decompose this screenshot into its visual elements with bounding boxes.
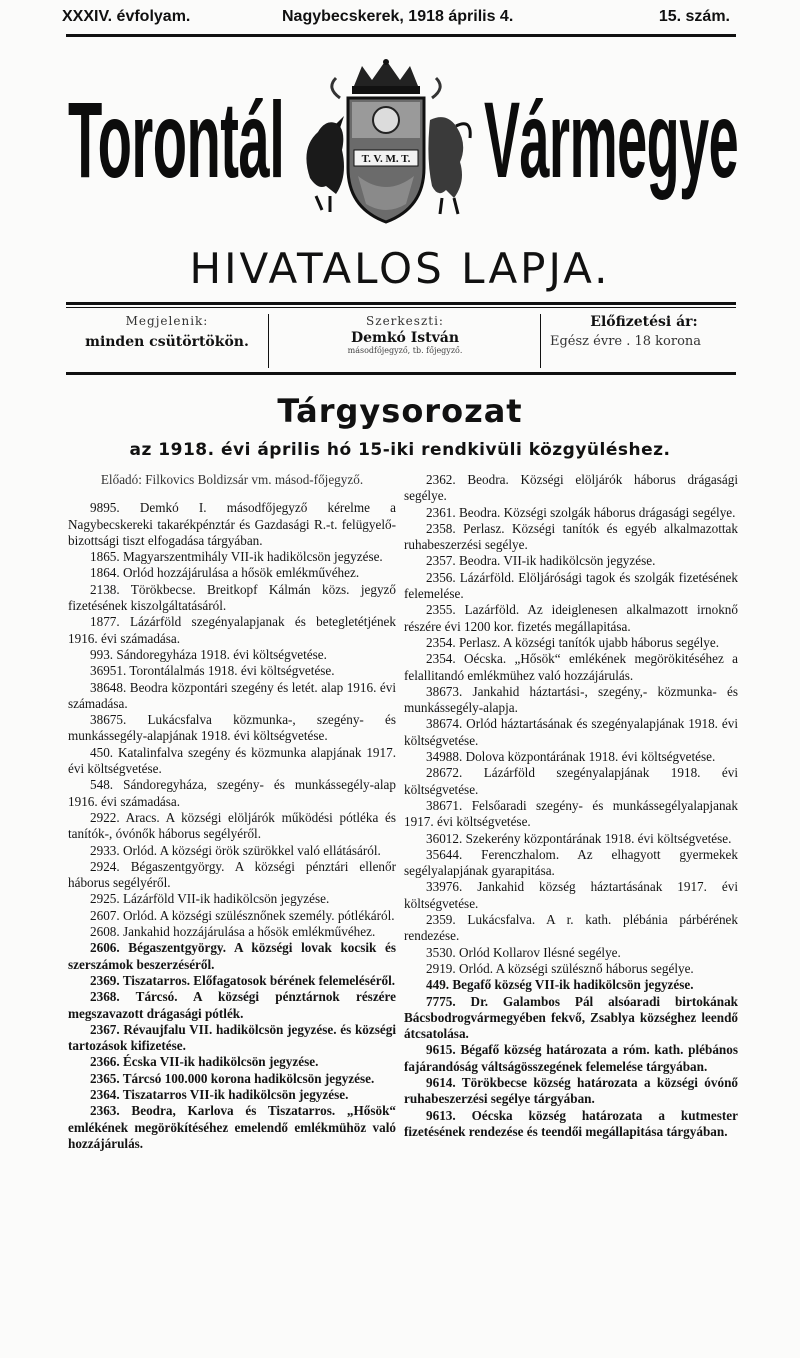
masthead-title-right: Vármegye [484,79,739,200]
header-bottom-rule [66,372,736,375]
info-divider [268,314,269,368]
agenda-item: 2358. Perlasz. Községi tanítók és egyéb alkalmazottak ruhabeszerzési segélye. [404,520,738,553]
agenda-item: 38648. Beodra központári szegény és letét. alap 1916. évi számadása. [68,679,396,711]
agenda-item: 9895. Demkó I. másodfőjegyző kérelme a Nagybecskereki takarékpénztár és Gazdasági R.-t. felügyelő-bizottsági tiszt elfogadása tárgyában. [68,500,396,548]
svg-text:T. V. M. T.: T. V. M. T. [361,153,411,165]
subscription-label: Előfizetési ár: [590,314,698,330]
masthead-title-left: Torontál [68,79,285,200]
county-crest-icon [296,58,476,230]
agenda-item: 2924. Bégaszentgyörgy. A községi pénztári ellenőr háborus segélyéről. [68,858,396,891]
agenda-item: 2355. Lazárföld. Az ideiglenesen alkalmazott irnoknő részére évi 1200 kor. fizetés megállapitása. [404,602,738,634]
agenda-item: 2357. Beodra. VII-ik hadikölcsön jegyzése. [426,553,656,569]
agenda-item: 3530. Orlód Kollarov Ilésné segélye. [426,944,621,960]
info-divider [540,314,541,368]
agenda-item: 35644. Ferenczhalom. Az elhagyott gyermekek segélyalapjának gyarapitása. [404,846,738,879]
masthead-rule-thin [66,307,736,308]
agenda-item: 2368. Tárcsó. A községi pénztárnok részére megszavazott drágasági pótlék. [68,989,396,1021]
place-and-date: Nagybecskerek, 1918 április 4. [282,8,514,25]
agenda-item: 38675. Lukácsfalva közmunka-, szegény- és munkássegély-alapjának 1918. évi költségvetése. [68,712,396,744]
editor-info [270,314,540,368]
published-value: minden csütörtökön. [85,334,249,350]
agenda-item: 2607. Orlód. A községi szülésznőnek személy. pótlékáról. [90,907,395,923]
agenda-item: 7775. Dr. Galambos Pál alsóaradi birtokának Bácsbodrogvármegyében fekvő, Zsablya községhez leendő átcsatolása. [404,993,738,1042]
agenda-item: 2365. Tárcsó 100.000 korona hadikölcsön jegyzése. [90,1070,375,1086]
agenda-item: 38671. Felsőaradi szegény- és munkássegélyalapjanak 1917. évi költségvetése. [404,797,738,830]
editor-role: másodfőjegyző, tb. főjegyző. [347,346,463,355]
left-agenda-list [68,500,396,1152]
agenda-item: 38673. Jankahid háztartási-, szegény,- közmunka- és munkássegély-alapja. [404,683,738,716]
agenda-item: 38674. Orlód háztartásának és szegényalapjának 1918. évi költségvetése. [404,716,738,748]
agenda-item: 9613. Oécska község határozata a kutmester fizetésének rendezése és teendői megállapitása tárgyában. [404,1107,738,1139]
right-column [404,472,738,1140]
agenda-item: 993. Sándoregyháza 1918. évi költségvetése. [90,646,327,662]
agenda-item: 36012. Szekerény központárának 1918. évi költségvetése. [426,830,732,846]
agenda-item: 28672. Lázárföld szegényalapjának 1918. évi költségvetése. [404,765,738,797]
agenda-item: 9614. Törökbecse község határozata a községi óvónő ruhabeszerzési segélye tárgyában. [404,1074,738,1107]
right-agenda-list [404,472,738,1140]
agenda-item: 1864. Orlód hozzájárulása a hősök emlékművéhez. [90,565,360,581]
agenda-item: 2919. Orlód. A községi szülésznő háborus segélye. [426,960,694,976]
agenda-item: 36951. Torontálalmás 1918. évi költségvetése. [90,663,335,679]
masthead-subtitle: HIVATALOS LAPJA. [189,244,611,293]
agenda-item: 2362. Beodra. Községi elöljárók háborus drágasági segélye. [404,472,738,504]
agenda-item: 2361. Beodra. Községi szolgák háborus drágasági segélye. [426,504,736,520]
agenda-item: 9615. Bégafő község határozata a róm. kath. plébános fajárandóság váltságösszegének felemelése tárgyában. [404,1042,738,1074]
agenda-subtitle: az 1918. évi április hó 15-iki rendkivüli közgyüléshez. [129,440,671,460]
agenda-item: 2359. Lukácsfalva. A r. kath. plébánia párbérének rendezése. [404,912,738,944]
agenda-item: 2606. Bégaszentgyörgy. A községi lovak kocsik és szerszámok beszerzéséről. [68,940,396,972]
agenda-item: 2138. Törökbecse. Breitkopf Kálmán közs. jegyző fizetésének kiszolgáltatásáról. [68,581,396,614]
agenda-item: 34988. Dolova központárának 1918. évi költségvetése. [426,749,716,765]
agenda-item: 33976. Jankahid község háztartásának 1917. évi költségvetése. [404,879,738,911]
top-rule [66,34,736,37]
agenda-item: 2925. Lázárföld VII-ik hadikölcsön jegyzése. [90,891,330,907]
published-label: Megjelenik: [125,314,209,328]
publication-info [66,314,268,368]
agenda-item: 2922. Aracs. A községi elöljárók működési pótléka és tanítók-, óvónők háborus segélyéről. [68,809,396,842]
presenter-line: Előadó: Filkovics Boldizsár vm. másod-főjegyző. [100,472,364,487]
agenda-title: Tárgysorozat [277,392,523,430]
agenda-item: 2367. Révaujfalu VII. hadikölcsön jegyzése. és községi tartozások kifizetése. [68,1021,396,1054]
agenda-item: 2608. Jankahid hozzájárulása a hősök emlékművéhez. [90,924,376,940]
left-column [68,472,396,1152]
agenda-item: 2354. Oécska. „Hősök“ emlékének megörökitéséhez a felallitandó emlékmühez való hozzájárulás. [404,651,738,683]
editor-label: Szerkeszti: [366,314,444,328]
subscription-info [542,314,738,368]
agenda-item: 450. Katalinfalva szegény és közmunka alapjának 1917. évi költségvetése. [68,744,396,777]
agenda-item: 2363. Beodra, Karlova és Tiszatarros. „Hősök“ emlékének megörökítéséhez emelendő emlékmühöz való hozzájárulás. [68,1103,396,1151]
volume-number: XXXIV. évfolyam. [62,8,191,25]
agenda-item: 449. Begafő község VII-ik hadikölcsön jegyzése. [426,977,694,993]
subscription-price: Egész évre . 18 korona [550,334,702,349]
agenda-item: 2933. Orlód. A községi örök szürökkel való ellátásáról. [90,842,381,858]
agenda-item: 2366. Écska VII-ik hadikölcsön jegyzése. [90,1054,319,1070]
agenda-item: 2369. Tiszatarros. Előfagatosok bérének felemeléséről. [90,972,396,988]
agenda-item: 1865. Magyarszentmihály VII-ik hadikölcsön jegyzése. [90,549,383,565]
issue-info-line [62,8,730,30]
agenda-item: 2354. Perlasz. A községi tanítók ujabb háborus segélye. [426,634,719,650]
issue-number: 15. szám. [658,8,730,25]
agenda-item: 2356. Lázárföld. Elöljárósági tagok és szolgák fizetésének felemelése. [404,569,738,602]
editor-name: Demkó István [350,330,460,346]
agenda-item: 1877. Lázárföld szegényalapjanak és betegletétjének 1916. évi számadása. [68,614,396,646]
agenda-item: 548. Sándoregyháza, szegény- és munkássegély-alap 1916. évi számadása. [68,777,396,809]
agenda-item: 2364. Tiszatarros VII-ik hadikölcsön jegyzése. [90,1086,349,1102]
masthead-rule [66,302,736,305]
